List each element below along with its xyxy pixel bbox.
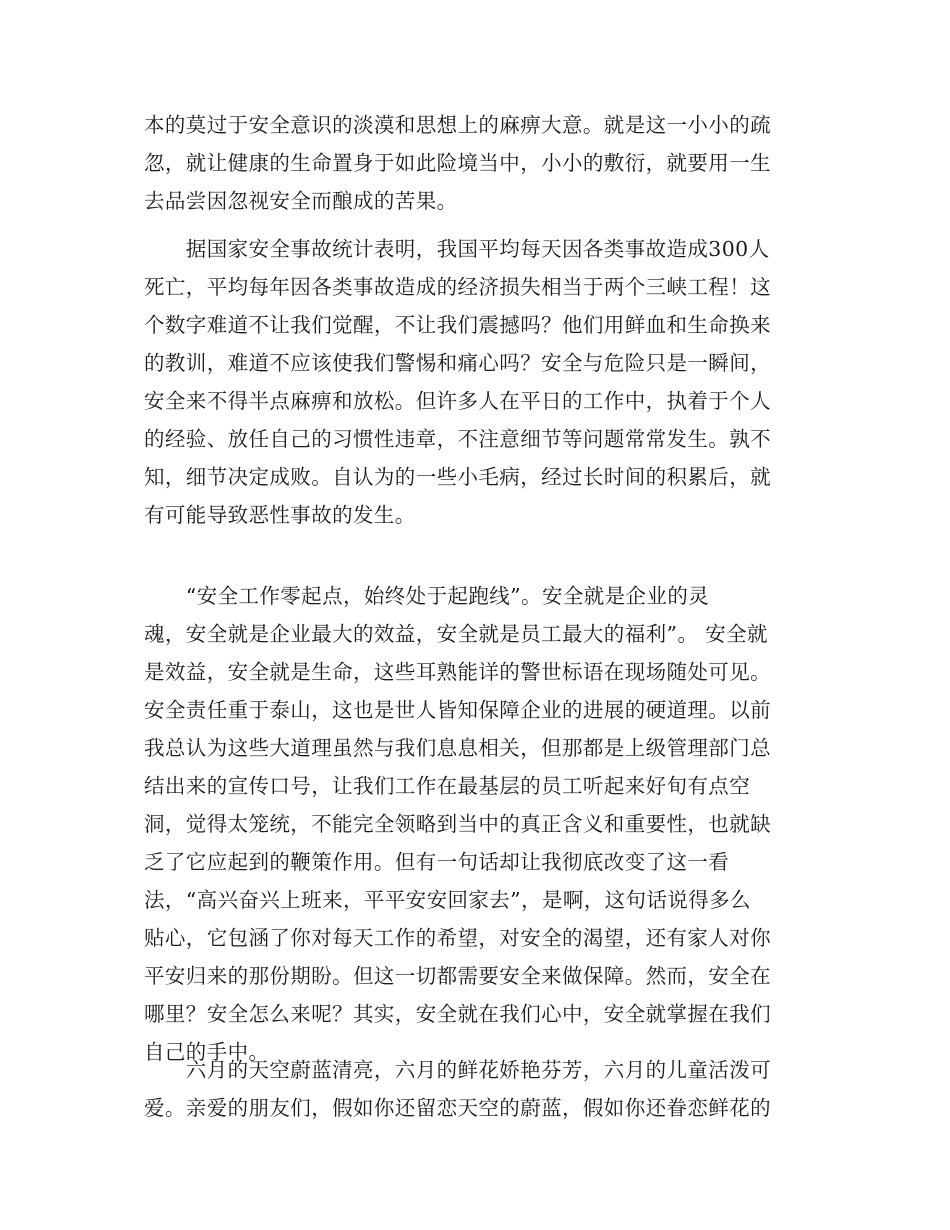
text-line: 有可能导致恶性事故的发生。 bbox=[144, 503, 416, 527]
text-line: 的教训，难道不应该使我们警惕和痛心吗？安全与危险只是一瞬间， bbox=[144, 351, 771, 375]
text-line: 魂，安全就是企业最大的效益，安全就是员工最大的福利”。 安全就 bbox=[144, 622, 768, 646]
text-line: 去品尝因忽视安全而酿成的苦果。 bbox=[144, 189, 458, 213]
text-line: 自己的手中。 bbox=[144, 1040, 270, 1064]
paragraph-3 bbox=[144, 577, 804, 1071]
paragraph-4 bbox=[144, 1051, 804, 1127]
text-line: 本的莫过于安全意识的淡漠和思想上的麻痹大意。就是这一小小的疏 bbox=[144, 113, 771, 137]
text-line: 个数字难道不让我们觉醒，不让我们震撼吗？他们用鲜血和生命换来 bbox=[144, 313, 771, 337]
text-line: 我总认为这些大道理虽然与我们息息相关，但那都是上级管理部门总 bbox=[144, 736, 771, 760]
text-line: 爱。亲爱的朋友们，假如你还留恋天空的蔚蓝，假如你还眷恋鲜花的 bbox=[144, 1096, 771, 1120]
text-line: 死亡，平均每年因各类事故造成的经济损失相当于两个三峡工程！这 bbox=[144, 275, 771, 299]
paragraph-1 bbox=[144, 106, 804, 220]
text-line: 结出来的宣传口号，让我们工作在最基层的员工听起来好旬有点空 bbox=[144, 774, 751, 798]
text-line: 六月的天空蔚蓝清亮，六月的鲜花娇艳芬芳，六月的儿童活泼可 bbox=[144, 1058, 771, 1082]
text-line: 哪里？安全怎么来呢？其实，安全就在我们心中，安全就掌握在我们 bbox=[144, 1002, 771, 1026]
text-line: 平安归来的那份期盼。但这一切都需要安全来做保障。然而，安全在 bbox=[144, 964, 771, 988]
text-line: 忽，就让健康的生命置身于如此险境当中，小小的敷衍，就要用一生 bbox=[144, 151, 771, 175]
text-line: 的经验、放任自己的习惯性违章，不注意细节等问题常常发生。孰不 bbox=[144, 427, 771, 451]
text-line: 据国家安全事故统计表明，我国平均每天因各类事故造成300人 bbox=[144, 237, 770, 261]
text-line: 法，“高兴奋兴上班来，平平安安回家去”，是啊，这句话说得多么 bbox=[144, 888, 751, 912]
text-line: 乏了它应起到的鞭策作用。但有一句话却让我彻底改变了这一看 bbox=[144, 850, 730, 874]
text-line: 是效益，安全就是生命，这些耳熟能详的警世标语在现场随处可见。 bbox=[144, 660, 771, 684]
text-line: 知，细节决定成败。自认为的一些小毛病，经过长时间的积累后，就 bbox=[144, 465, 771, 489]
text-line: 安全来不得半点麻痹和放松。但许多人在平日的工作中，执着于个人 bbox=[144, 389, 771, 413]
text-line: 贴心，它包涵了你对每天工作的希望，对安全的渴望，还有家人对你 bbox=[144, 926, 771, 950]
text-line: 洞，觉得太笼统，不能完全领略到当中的真正含义和重要性，也就缺 bbox=[144, 812, 771, 836]
text-line: 安全责任重于泰山，这也是世人皆知保障企业的进展的硬道理。以前 bbox=[144, 698, 771, 722]
text-line: “安全工作零起点，始终处于起跑线”。安全就是企业的灵 bbox=[144, 584, 710, 608]
paragraph-2 bbox=[144, 230, 804, 534]
